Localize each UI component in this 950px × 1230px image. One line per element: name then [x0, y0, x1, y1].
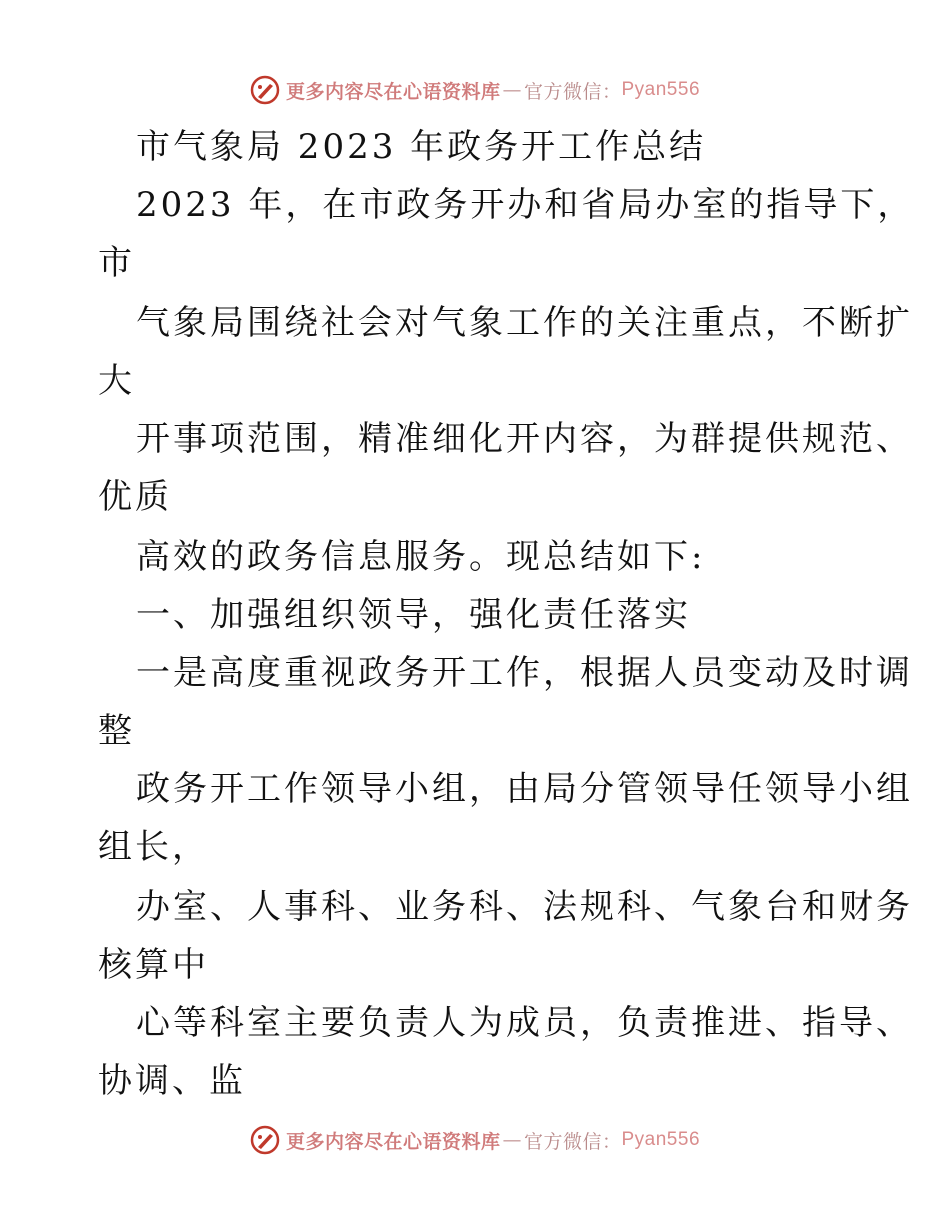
watermark-main-text: 更多内容尽在心语资料库	[285, 80, 501, 103]
text-line: 核算中	[98, 945, 209, 985]
text-line: 办室、人事科、业务科、法规科、气象台和财务	[136, 887, 913, 927]
text-line: 组长，	[98, 827, 209, 867]
text-line: 政务开工作领导小组，由局分管领导任领导小组	[136, 769, 913, 809]
footer-watermark	[0, 1120, 950, 1160]
watermark-wechat-id: Pyan556	[621, 1129, 701, 1150]
document-title: 市气象局 2023 年政务开工作总结	[136, 127, 707, 167]
text-line: 一是高度重视政务开工作，根据人员变动及时调	[136, 653, 913, 693]
text-line: 开事项范围，精准细化开内容，为群提供规范、	[136, 419, 913, 459]
text-line: 2023 年，在市政务开办和省局办室的指导下，	[136, 185, 915, 225]
quill-logo-icon	[250, 1125, 280, 1155]
watermark-dash: —	[502, 79, 522, 101]
watermark-sub-text: 官方微信：	[523, 1130, 622, 1153]
header-watermark	[0, 70, 950, 110]
quill-logo-icon	[250, 75, 280, 105]
text-line: 大	[98, 361, 135, 401]
watermark-sub-text: 官方微信：	[523, 80, 622, 103]
text-line: 高效的政务信息服务。现总结如下:	[136, 537, 706, 577]
text-line: 气象局围绕社会对气象工作的关注重点，不断扩	[136, 303, 913, 343]
text-line: 心等科室主要负责人为成员，负责推进、指导、	[136, 1003, 913, 1043]
text-line: 市	[98, 243, 135, 283]
watermark-dash: —	[502, 1129, 522, 1151]
watermark-wechat-id: Pyan556	[621, 79, 701, 100]
text-line: 整	[98, 711, 135, 751]
watermark-main-text: 更多内容尽在心语资料库	[285, 1130, 501, 1153]
section-heading: 一、加强组织领导，强化责任落实	[136, 595, 691, 635]
text-line: 优质	[98, 477, 172, 517]
text-line: 协调、监	[98, 1061, 246, 1101]
